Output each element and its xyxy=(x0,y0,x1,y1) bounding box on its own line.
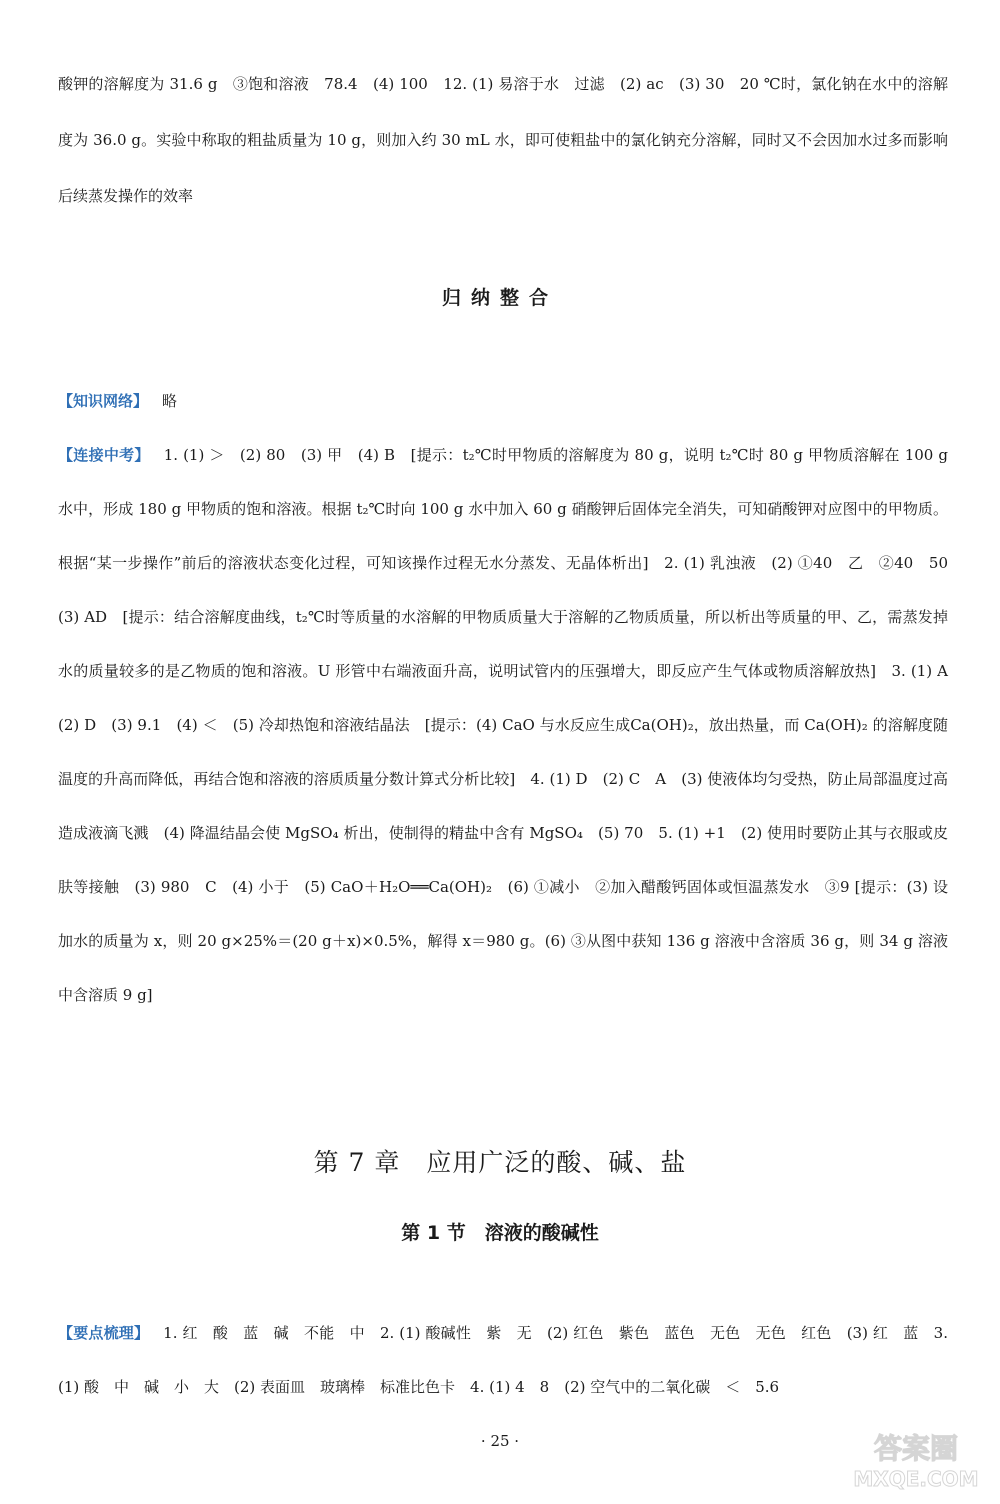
key-points-paragraph xyxy=(58,1306,948,1414)
key-points-label: 【要点梳理】 xyxy=(58,1324,150,1342)
exam-link-label: 【连接中考】 xyxy=(58,446,150,464)
knowledge-network-label: 【知识网络】 xyxy=(58,392,149,410)
svg-text:答案圈: 答案圈 xyxy=(873,1432,959,1465)
knowledge-network-paragraph xyxy=(58,374,948,428)
exam-link-text: 1. (1) ＞ (2) 80 (3) 甲 (4) B [提示：t₂℃时甲物质的溶解度为 80 g，说明 t₂℃时 80 g 甲物质溶解在 100 g 水中，形成 180 g 甲物质的饱和溶液。根据 t₂℃时向 100 g 水中加入 60 g 硝酸钾后固体完全消失，可知硝酸钾对应图中的甲物质。根据“某一步操作”前后的溶液状态变化过程，可知该操作过程无水分蒸发、无晶体析出] 2. (1) 乳浊液 (2) ①40 乙 ②40 50 (3) AD [提示：结合溶解度曲线，t₂℃时等质量的水溶解的甲物质质量大于溶解的乙物质质量，所以析出等质量的甲、乙，需蒸发掉水的质量较多的是乙物质的饱和溶液。U 形管中右端液面升高，说明试管内的压强增大，即反应产生气体或物质溶解放热] 3. (1) A (2) D (3) 9.1 (4) ＜ (5) 冷却热饱和溶液结晶法 [提示：(4) CaO 与水反应生成Ca(OH)₂，放出热量，而 Ca(OH)₂ 的溶解度随温度的升高而降低，再结合饱和溶液的溶质质量分数计算式分析比较] 4. (1) D (2) C A (3) 使液体均匀受热，防止局部温度过高造成液滴飞溅 (4) 降温结晶会使 MgSO₄ 析出，使制得的精盐中含有 MgSO₄ (5) 70 5. (1) +1 (2) 使用时要防止其与衣服或皮肤等接触 (3) 980 C (4) 小于 (5) CaO＋H₂O══Ca(OH)₂ (6) ①减小 ②加入醋酸钙固体或恒温蒸发水 ③9 [提示：(3) 设加水的质量为 x，则 20 g×25%＝(20 g＋x)×0.5%，解得 x＝980 g。(6) ③从图中获知 136 g 溶液中含溶质 36 g，则 34 g 溶液中含溶质 9 g] xyxy=(58,446,964,1004)
exam-link-paragraph xyxy=(58,428,964,1022)
section-title: 第 1 节 溶液的酸碱性 xyxy=(401,1222,599,1244)
section-summary-title: 归纳整合 xyxy=(441,287,558,309)
chapter-title: 第 7 章 应用广泛的酸、碱、盐 xyxy=(313,1148,687,1177)
watermark-logo xyxy=(846,1424,986,1496)
page-number: · 25 · xyxy=(480,1432,520,1450)
svg-text:MXQE.COM: MXQE.COM xyxy=(853,1467,979,1491)
intro-paragraph: 酸钾的溶解度为 31.6 g ③饱和溶液 78.4 (4) 100 12. (1) 易溶于水 过滤 (2) ac (3) 30 20 ℃时，氯化钠在水中的溶解度为 36.0 g。实验中称取的粗盐质量为 10 g，则加入约 30 mL 水，即可使粗盐中的氯化钠充分溶解，同时又不会因加水过多而影响后续蒸发操作的效率 xyxy=(58,75,948,205)
key-points-text: 1. 红 酸 蓝 碱 不能 中 2. (1) 酸碱性 紫 无 (2) 红色 紫色 蓝色 无色 无色 红色 (3) 红 蓝 3. (1) 酸 中 碱 小 大 (2) 表面皿 玻璃棒 标准比色卡 4. (1) 4 8 (2) 空气中的二氧化碳 ＜ 5.6 xyxy=(58,1324,948,1396)
knowledge-network-text: 略 xyxy=(162,392,178,410)
